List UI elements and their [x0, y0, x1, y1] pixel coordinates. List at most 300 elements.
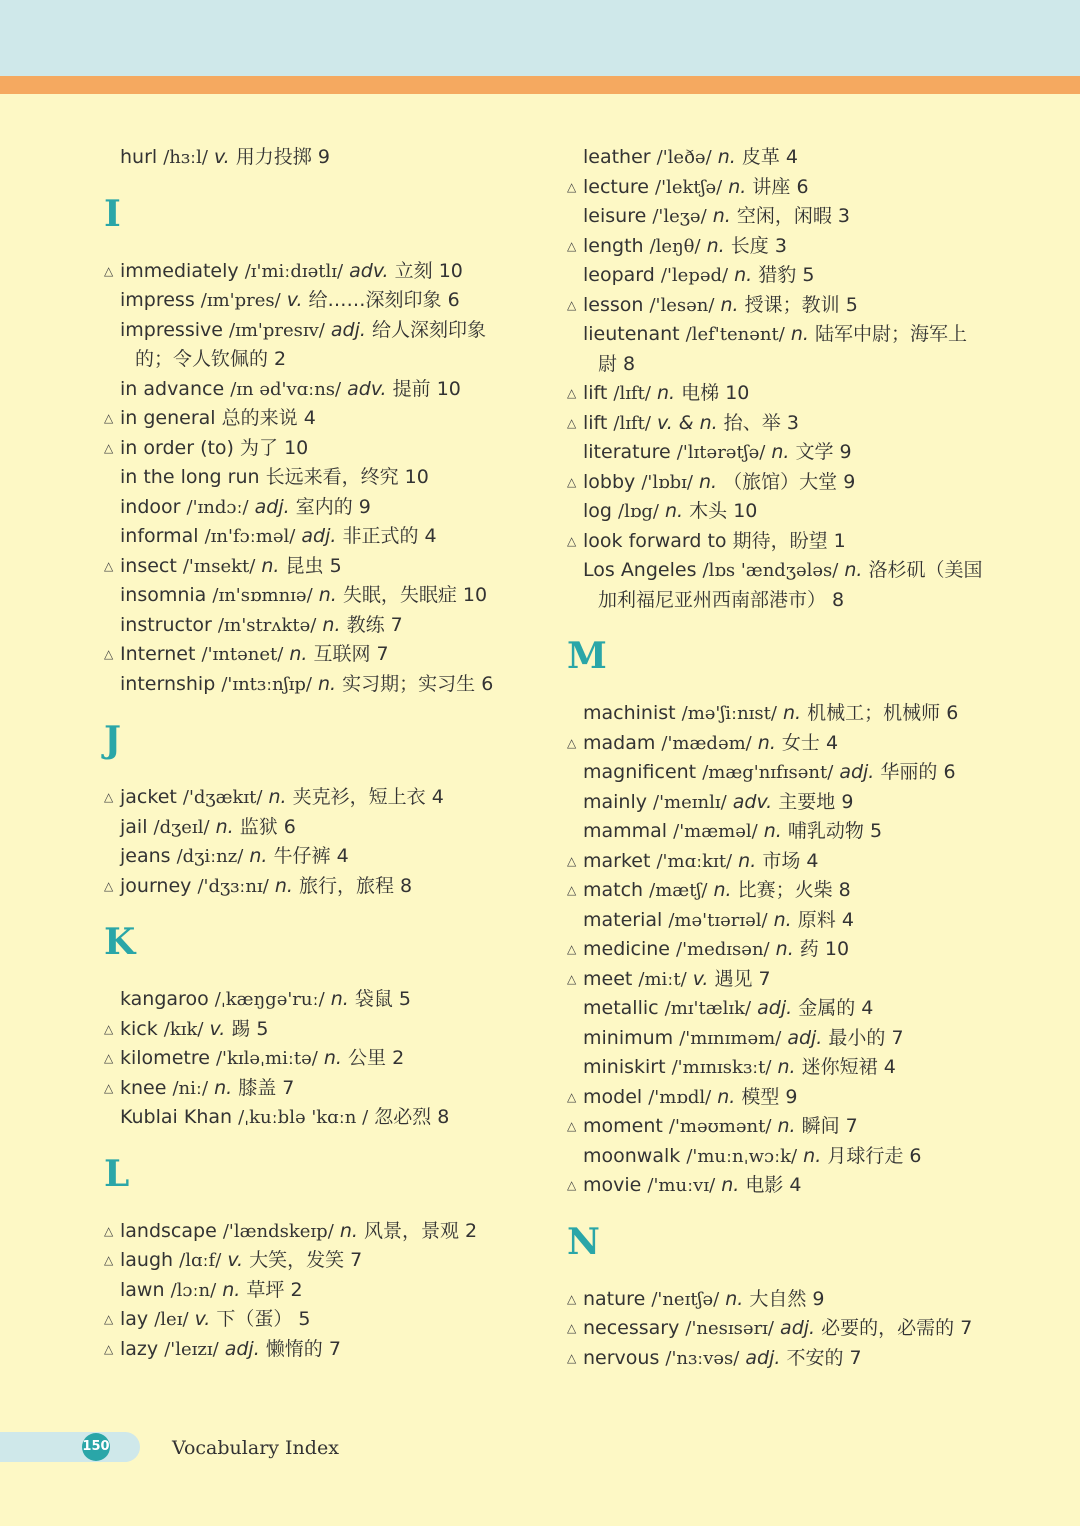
entry-page-number: 7 — [350, 1249, 363, 1271]
entry-definition: 互联网 — [313, 643, 371, 665]
entry-phonetic: /'mɪnɪməm/ — [679, 1027, 782, 1049]
new-word-mark: △ — [567, 415, 577, 430]
entry-part-of-speech: n. — [249, 845, 268, 867]
entry-page-number: 4 — [841, 908, 854, 931]
entry-part-of-speech: adj. — [224, 1337, 260, 1360]
entry-phonetic: /'lesən/ — [649, 294, 715, 316]
entry-phonetic: /'kɪləˌmiːtə/ — [215, 1048, 318, 1069]
index-entry — [104, 552, 544, 582]
section-letter: L — [104, 1152, 130, 1195]
entry-word: kilometre — [120, 1047, 210, 1069]
entry-definition: 猎豹 — [758, 264, 797, 286]
entry-part-of-speech: n. — [330, 988, 349, 1010]
entry-phonetic: /ɪn əd'vɑːns/ — [230, 378, 342, 400]
index-entry — [567, 409, 1007, 439]
section-letter: I — [104, 192, 121, 235]
top-header-band — [0, 0, 1080, 76]
entry-definition: 大笑，发笑 — [249, 1249, 345, 1271]
entry-definition: 皮革 — [741, 146, 780, 168]
index-entry — [567, 1171, 1007, 1201]
entry-page-number: 9 — [843, 470, 856, 493]
right-index-column — [567, 143, 1007, 1373]
index-entry — [104, 670, 544, 700]
entry-page-number: 7 — [849, 1346, 862, 1369]
entry-definition: 夹克衫，短上衣 — [292, 786, 426, 808]
entry-word: mainly — [583, 790, 647, 813]
entry-word: match — [583, 879, 644, 901]
entry-word: movie — [583, 1174, 642, 1196]
new-word-mark: △ — [104, 1051, 114, 1065]
entry-definition: 主要地 — [778, 790, 836, 813]
entry-definition: 立刻 — [394, 259, 433, 282]
entry-phonetic: /'dʒɜːnɪ/ — [197, 875, 269, 897]
entry-word: indoor — [120, 495, 181, 518]
entry-word: hurl — [120, 146, 158, 168]
index-entry — [104, 316, 544, 375]
new-word-mark: △ — [567, 474, 577, 489]
entry-phonetic: /'lɪtərətʃə/ — [676, 442, 766, 463]
entry-page-number: 9 — [358, 495, 371, 518]
entry-word: lift — [583, 411, 608, 434]
new-word-mark: △ — [104, 263, 114, 278]
index-entry — [567, 935, 1007, 965]
entry-page-number: 3 — [774, 234, 787, 257]
entry-definition: 昆虫 — [285, 554, 324, 577]
entry-part-of-speech: n. — [713, 879, 732, 901]
entry-part-of-speech: n. — [783, 702, 802, 724]
new-word-mark: △ — [567, 971, 577, 986]
new-word-mark: △ — [104, 1312, 114, 1326]
new-word-mark: △ — [104, 558, 114, 573]
entry-part-of-speech: n. — [844, 559, 863, 581]
index-entry — [567, 320, 1007, 379]
entry-phonetic: /ˌkuːblə 'kɑːn / — [238, 1107, 369, 1128]
entry-definition: 给人深刻印象 — [371, 318, 486, 341]
entry-phonetic: /lɒs 'ændʒələs/ — [702, 560, 839, 581]
entry-definition: 原料 — [797, 908, 836, 931]
entry-definition: 给……深刻印象 — [308, 289, 442, 311]
new-word-mark: △ — [567, 1350, 577, 1365]
new-word-mark: △ — [567, 735, 577, 750]
index-entry — [104, 1335, 544, 1365]
entry-part-of-speech: adj. — [780, 1317, 816, 1339]
entry-phonetic: /miːt/ — [638, 968, 687, 990]
entry-part-of-speech: n. — [699, 470, 718, 493]
new-word-mark: △ — [567, 179, 577, 194]
entry-part-of-speech: v. — [286, 289, 303, 311]
entry-word: lift — [583, 382, 608, 404]
spacer — [567, 1271, 1007, 1285]
entry-phonetic: /'leʒə/ — [652, 206, 707, 227]
spacer — [567, 685, 1007, 699]
spacer — [104, 971, 544, 985]
entry-definition: 药 — [799, 938, 819, 960]
index-entry — [567, 556, 1007, 615]
index-entry — [104, 143, 544, 173]
entry-phonetic: /mæg'nɪfɪsənt/ — [702, 762, 834, 783]
entry-word: lay — [120, 1308, 149, 1330]
index-entry — [567, 699, 1007, 729]
index-entry — [104, 522, 544, 552]
entry-word: nervous — [583, 1346, 660, 1369]
entry-word: madam — [583, 731, 656, 754]
index-entry — [104, 375, 544, 405]
entry-definition: 长度 — [730, 234, 769, 257]
entry-definition: 大自然 — [749, 1287, 807, 1310]
entry-page-number: 7 — [328, 1337, 341, 1360]
section-letter: N — [567, 1220, 600, 1263]
new-word-mark: △ — [567, 1178, 577, 1192]
entry-word: leopard — [583, 264, 655, 286]
spacer — [104, 1133, 544, 1145]
index-entry — [104, 1015, 544, 1045]
new-word-mark: △ — [567, 1321, 577, 1335]
entry-definition: 不安的 — [786, 1346, 844, 1369]
entry-word: medicine — [583, 938, 670, 960]
index-entry — [104, 581, 544, 611]
entry-phonetic: /'nɜːvəs/ — [665, 1347, 740, 1369]
index-entry — [567, 1053, 1007, 1083]
entry-word: insomnia — [120, 584, 207, 606]
entry-page-number: 6 — [283, 815, 296, 838]
entry-phonetic: /lɒg/ — [618, 501, 659, 522]
entry-phonetic: /lef'tenənt/ — [685, 324, 785, 345]
entry-word: internship — [120, 672, 216, 695]
entry-page-number: 9 — [839, 441, 852, 463]
entry-part-of-speech: v. — [213, 146, 230, 168]
entry-phonetic: /'lektʃə/ — [655, 176, 723, 198]
entry-part-of-speech: v. — [209, 1017, 226, 1040]
new-word-mark: △ — [567, 386, 577, 400]
entry-definition: 遇见 — [714, 967, 753, 990]
entry-phonetic: /mætʃ/ — [649, 880, 708, 901]
entry-word: laugh — [120, 1249, 174, 1271]
entry-definition: 忽必烈 — [374, 1106, 432, 1128]
entry-definition: 长远来看，终究 — [265, 466, 399, 488]
entry-phonetic: /'mædəm/ — [661, 732, 752, 754]
entry-word: immediately — [120, 259, 239, 282]
entry-page-number: 8 — [437, 1106, 450, 1128]
entry-page-number: 7 — [845, 1115, 858, 1137]
entry-definition: 必要的，必需的 — [821, 1317, 955, 1339]
index-entry — [104, 842, 544, 872]
spacer — [104, 901, 544, 913]
entry-definition: 木头 — [689, 500, 728, 522]
entry-word: jail — [120, 815, 148, 838]
entry-phonetic: /'medɪsən/ — [676, 939, 770, 960]
entry-phonetic: /mə'tɪərɪəl/ — [668, 909, 768, 931]
entry-page-number: 5 — [869, 820, 883, 842]
page-number-badge: 150 — [82, 1433, 110, 1461]
entry-phonetic: /ɪn'strʌktə/ — [217, 614, 317, 636]
index-entry — [104, 813, 544, 843]
entry-phonetic: /'mɑːkɪt/ — [656, 850, 733, 872]
index-entry — [104, 640, 544, 670]
entry-continuation: 的；令人钦佩的 2 — [135, 348, 287, 370]
entry-page-number: 2 — [392, 1047, 405, 1069]
spacer — [104, 699, 544, 711]
entry-part-of-speech: n. — [665, 500, 684, 522]
entry-part-of-speech: n. — [773, 908, 792, 931]
entry-part-of-speech: n. — [222, 1278, 241, 1301]
entry-phonetic: /'ɪntənet/ — [201, 644, 284, 665]
entry-definition: 风景，景观 — [363, 1219, 459, 1242]
index-entry — [104, 872, 544, 902]
entry-page-number: 6 — [946, 702, 959, 724]
index-entry — [104, 1074, 544, 1104]
entry-part-of-speech: n. — [757, 731, 776, 754]
entry-page-number: 10 — [404, 466, 429, 488]
section-letter: K — [104, 921, 136, 963]
index-entry — [567, 906, 1007, 936]
entry-word: in order (to) — [120, 436, 234, 459]
footer-title: Vocabulary Index — [172, 1437, 339, 1459]
new-word-mark: △ — [104, 1021, 114, 1036]
entry-word: leather — [583, 146, 651, 168]
entry-part-of-speech: n. — [214, 1076, 233, 1099]
entry-continuation: 加利福尼亚州西南部港市） 8 — [598, 588, 845, 611]
entry-page-number: 10 — [462, 584, 488, 606]
entry-word: minimum — [583, 1026, 674, 1049]
entry-phonetic: /ɪm'presɪv/ — [229, 319, 325, 341]
entry-part-of-speech: n. — [721, 1174, 740, 1196]
new-word-mark: △ — [567, 1291, 577, 1306]
index-entry — [104, 985, 544, 1015]
index-entry — [567, 1083, 1007, 1113]
entry-word: journey — [120, 874, 192, 897]
entry-word: log — [583, 500, 612, 522]
index-entry — [567, 1142, 1007, 1172]
entry-definition: 比赛；火柴 — [737, 879, 833, 901]
new-word-mark: △ — [104, 440, 114, 455]
entry-word: in advance — [120, 377, 225, 400]
index-entry — [104, 1276, 544, 1306]
entry-part-of-speech: n. — [274, 874, 293, 897]
entry-word: Kublai Khan — [120, 1106, 233, 1128]
entry-word: lazy — [120, 1337, 159, 1360]
entry-definition: 洛杉矶（美国 — [868, 559, 983, 581]
entry-definition: （旅馆）大堂 — [723, 470, 838, 493]
index-entry — [567, 758, 1007, 788]
entry-page-number: 4 — [883, 1056, 896, 1078]
entry-definition: 教练 — [346, 613, 385, 636]
entry-page-number: 9 — [317, 146, 330, 168]
entry-page-number: 9 — [841, 790, 854, 813]
entry-phonetic: /'mɪnɪskɜːt/ — [671, 1057, 772, 1078]
index-entry — [567, 788, 1007, 818]
index-entry — [567, 291, 1007, 321]
entry-phonetic: /'muːvɪ/ — [647, 1175, 716, 1196]
new-word-mark: △ — [567, 238, 577, 253]
entry-phonetic: /'neɪtʃə/ — [651, 1288, 720, 1310]
entry-definition: 非正式的 — [342, 525, 419, 547]
entry-definition: 懒惰的 — [265, 1337, 323, 1360]
entry-word: material — [583, 908, 663, 931]
spacer — [104, 243, 544, 257]
entry-definition: 抬、举 — [723, 411, 781, 434]
entry-word: model — [583, 1085, 643, 1108]
index-entry — [567, 202, 1007, 232]
index-entry — [104, 611, 544, 641]
entry-definition: 市场 — [762, 849, 801, 872]
entry-page-number: 5 — [256, 1017, 269, 1040]
entry-definition: 总的来说 — [221, 407, 298, 429]
new-word-mark: △ — [104, 790, 114, 804]
entry-definition: 监狱 — [239, 815, 278, 838]
entry-definition: 踢 — [231, 1017, 251, 1040]
index-entry — [104, 404, 544, 434]
entry-definition: 电梯 — [681, 382, 720, 404]
index-entry — [567, 847, 1007, 877]
entry-page-number: 8 — [838, 879, 851, 901]
entry-phonetic: /'leðə/ — [656, 147, 712, 168]
entry-page-number: 6 — [943, 761, 956, 783]
entry-definition: 机械工；机械师 — [807, 702, 941, 724]
entry-page-number: 7 — [282, 1076, 295, 1099]
new-word-mark: △ — [104, 1341, 114, 1356]
entry-word: lecture — [583, 175, 649, 198]
entry-phonetic: /leŋθ/ — [649, 235, 701, 257]
spacer — [104, 769, 544, 783]
entry-part-of-speech: n. — [777, 1056, 796, 1078]
index-entry — [104, 1044, 544, 1074]
entry-part-of-speech: n. — [318, 584, 337, 606]
entry-part-of-speech: adj. — [301, 525, 337, 547]
entry-page-number: 10 — [436, 377, 461, 400]
spacer — [567, 615, 1007, 627]
entry-definition: 用力投掷 — [235, 146, 312, 168]
entry-page-number: 10 — [438, 259, 463, 282]
index-entry — [104, 1103, 544, 1133]
entry-definition: 文学 — [795, 441, 834, 463]
entry-page-number: 6 — [909, 1144, 922, 1167]
entry-definition: 最小的 — [828, 1026, 886, 1049]
entry-phonetic: /lɑːf/ — [179, 1250, 222, 1271]
entry-phonetic: /'meɪnlɪ/ — [653, 791, 727, 813]
entry-definition: 女士 — [781, 731, 820, 754]
entry-phonetic: /ɪ'miːdɪətlɪ/ — [244, 260, 344, 282]
entry-definition: 迷你短裙 — [801, 1056, 878, 1078]
index-entry — [104, 1246, 544, 1276]
index-entry — [567, 438, 1007, 468]
entry-phonetic: /'ɪndɔː/ — [186, 496, 249, 518]
entry-word: meet — [583, 967, 633, 990]
entry-word: market — [583, 849, 651, 872]
entry-part-of-speech: v. — [692, 967, 709, 990]
index-entry — [567, 729, 1007, 759]
entry-definition: 期待，盼望 — [732, 529, 828, 552]
entry-word: insect — [120, 554, 177, 577]
index-entry — [567, 497, 1007, 527]
entry-part-of-speech: n. — [777, 1115, 796, 1137]
entry-definition: 旅行，旅程 — [298, 874, 394, 897]
entry-word: necessary — [583, 1317, 680, 1339]
entry-definition: 室内的 — [295, 495, 353, 518]
entry-word: machinist — [583, 702, 676, 724]
entry-page-number: 9 — [785, 1085, 798, 1108]
entry-definition: 月球行走 — [827, 1144, 904, 1167]
entry-word: miniskirt — [583, 1056, 666, 1078]
entry-part-of-speech: n. — [728, 175, 747, 198]
entry-page-number: 7 — [891, 1026, 904, 1049]
entry-word: mammal — [583, 820, 668, 842]
entry-page-number: 5 — [329, 554, 342, 577]
entry-phonetic: /lɪft/ — [613, 412, 651, 434]
entry-page-number: 7 — [758, 967, 771, 990]
entry-definition: 模型 — [741, 1085, 780, 1108]
entry-part-of-speech: n. — [717, 146, 736, 168]
entry-page-number: 10 — [733, 500, 758, 522]
entry-page-number: 4 — [861, 997, 874, 1019]
index-entry — [104, 257, 544, 287]
entry-page-number: 5 — [802, 264, 815, 286]
entry-word: landscape — [120, 1219, 217, 1242]
index-entry — [567, 1285, 1007, 1315]
entry-definition: 失眠，失眠症 — [342, 584, 457, 606]
entry-phonetic: /'ɪntɜːnʃɪp/ — [221, 673, 312, 695]
entry-page-number: 6 — [481, 672, 494, 695]
entry-definition: 袋鼠 — [354, 988, 393, 1010]
index-entry — [567, 994, 1007, 1024]
entry-page-number: 4 — [785, 146, 798, 168]
entry-page-number: 7 — [960, 1317, 973, 1339]
entry-part-of-speech: n. — [803, 1144, 822, 1167]
entry-part-of-speech: n. — [771, 441, 790, 463]
entry-phonetic: /ˌkæŋgə'ruː/ — [214, 989, 325, 1010]
entry-word: kick — [120, 1017, 158, 1040]
index-entry — [567, 817, 1007, 847]
entry-part-of-speech: v. — [194, 1308, 211, 1330]
index-entry — [104, 463, 544, 493]
new-word-mark: △ — [104, 878, 114, 893]
entry-definition: 下（蛋） — [216, 1308, 293, 1330]
entry-definition: 瞬间 — [801, 1115, 840, 1137]
entry-page-number: 5 — [398, 988, 411, 1010]
entry-page-number: 5 — [845, 293, 858, 316]
entry-word: length — [583, 234, 644, 257]
entry-definition: 膝盖 — [238, 1076, 277, 1099]
entry-page-number: 7 — [390, 613, 403, 636]
entry-definition: 为了 — [240, 436, 279, 459]
entry-word: literature — [583, 441, 671, 463]
entry-page-number: 4 — [825, 731, 839, 754]
index-entry — [567, 173, 1007, 203]
entry-phonetic: /mə'ʃiːnɪst/ — [681, 703, 777, 724]
index-entry — [567, 1314, 1007, 1344]
new-word-mark: △ — [567, 533, 577, 548]
entry-part-of-speech: n. — [215, 815, 234, 838]
entry-phonetic: /'leɪzɪ/ — [164, 1338, 219, 1360]
entry-page-number: 4 — [336, 845, 349, 867]
entry-part-of-speech: n. — [763, 820, 782, 842]
entry-part-of-speech: n. — [318, 672, 337, 695]
entry-part-of-speech: n. — [720, 293, 739, 316]
entry-part-of-speech: adj. — [745, 1346, 781, 1369]
entry-definition: 公里 — [348, 1047, 387, 1069]
entry-page-number: 2 — [290, 1278, 303, 1301]
new-word-mark: △ — [567, 1089, 577, 1104]
orange-stripe — [0, 76, 1080, 94]
entry-phonetic: /ɪn'fɔːməl/ — [204, 526, 296, 547]
entry-phonetic: /dʒeɪl/ — [153, 816, 210, 838]
entry-page-number: 9 — [812, 1287, 825, 1310]
entry-definition: 提前 — [392, 377, 431, 400]
section-letter: J — [104, 719, 122, 761]
entry-part-of-speech: adj. — [787, 1026, 823, 1049]
new-word-mark: △ — [567, 853, 577, 868]
entry-phonetic: /'mæməl/ — [673, 821, 758, 842]
entry-page-number: 4 — [424, 525, 437, 547]
